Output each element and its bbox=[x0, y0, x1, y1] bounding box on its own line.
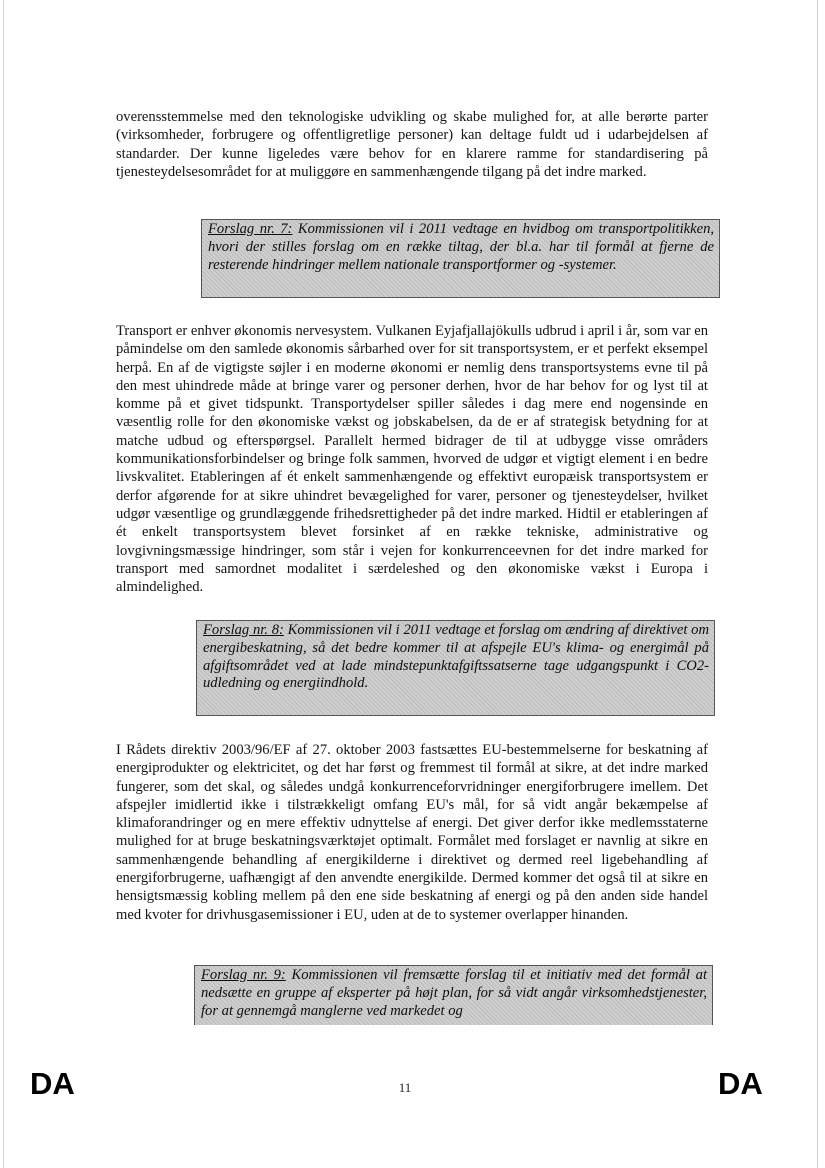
scan-edge-left bbox=[3, 0, 4, 1168]
proposal-label: Forslag nr. 7: bbox=[208, 221, 293, 237]
proposal-text: Kommissionen vil i 2011 vedtage en hvidbog om transportpolitikken, hvori der stilles forslag om en række tiltag, der bl.a. har til formål at fjerne de resterende hindringer mellem nationale transportformer og -systemer. bbox=[208, 221, 715, 273]
proposal-text: Kommissionen vil fremsætte forslag til et initiativ med det formål at nedsætte en gruppe af eksperter på højt plan, for så vidt angår virksomhedstjenester, for at gennemgå manglerne ved markedet og bbox=[201, 967, 707, 1019]
proposal-text: Kommissionen vil i 2011 vedtage et forslag om ændring af direktivet om energibeskatning, så det bedre kommer til at afspejle EU's klima- og energimål på afgiftsområdet ved at lade mindstepunktafgiftssatserne tage udgangspunkt i CO2-udledning og energiindhold. bbox=[203, 622, 709, 692]
page-number: 11 bbox=[398, 1080, 412, 1095]
proposal-box-8 bbox=[196, 620, 715, 716]
proposal-box-9 bbox=[194, 965, 713, 1025]
proposal-box-7 bbox=[201, 219, 720, 298]
paragraph-transport: Transport er enhver økonomis nervesystem. Vulkanen Eyjafjallajökulls udbrud i april i år, som var en påmindelse om den samlede økonomis sårbarhed over for sit transportsystem, er et perfekt eksempel herpå. En af de vigtigste søjler i en moderne økonomi er nemlig dens transportsystems evne til på den mest uhindrede måde at bringe varer og personer derhen, hvor de har behov for og lyst til at komme på et givet tidspunkt. Transportydelser spiller således i dag mere end nogensinde en væsentlig rolle for den økonomiske vækst og jobskabelsen, da de er af strategisk betydning for at matche udbud og efterspørgsel. Parallelt hermed bidrager de til at udbygge visse områders kommunikationsforbindelser og bringe folk sammen, hvorved de udgør et vigtigt element i en bedre livskvalitet. Etableringen af ét enkelt sammenhængende og effektivt europæisk transportsystem er derfor afgørende for at sikre uhindret bevægelighed for varer, personer og tjenesteydelser, hvilket udgør væsentlige og grundlæggende frihedsrettigheder på det indre marked. Hidtil er etableringen af ét enkelt transportsystem blevet forsinket af en række tekniske, administrative og lovgivningsmæssige hindringer, som står i vejen for konkurrenceevnen for det indre marked for transport med samordnet modalitet i særdeleshed og den økonomiske vækst i Europa i almindelighed. bbox=[116, 323, 708, 596]
paragraph-energy-tax: I Rådets direktiv 2003/96/EF af 27. oktober 2003 fastsættes EU-bestemmelserne for beskatning af energiprodukter og elektricitet, og det har først og fremmest til formål at sikre, at det indre marked fungerer, som det skal, og således undgå konkurrenceforvridninger energiforbrugere imellem. Det afspejler imidlertid ikke i tilstrækkeligt omfang EU's mål, for så vidt angår bekæmpelse af klimaforandringer og en mere effektiv udnyttelse af energi. Det giver derfor ikke medlemsstaterne mulighed for at bruge beskatningsværktøjet optimalt. Formålet med forslaget er navnlig at sikre en sammenhængende behandling af energikilderne i direktivet og dermed reel ligebehandling af energiforbrugerne, uafhængigt af den anvendte energikilde. Dermed kommer det også til at sikre en hensigtsmæssig kobling mellem på den ene side beskatning af energi og på den anden side handel med kvoter for drivhusgasemissioner i EU, uden at de to systemer overlapper hinanden. bbox=[116, 742, 708, 923]
paragraph-standardisation: overensstemmelse med den teknologiske udvikling og skabe mulighed for, at alle berørte parter (virksomheder, forbrugere og offentligretlige personer) kan deltage fuldt ud i udarbejdelsen af standarder. Der kunne ligeledes være behov for en klarere ramme for standardisering på tjenesteydelsesområdet for at muliggøre en sammenhængende tilgang på det indre marked. bbox=[116, 109, 708, 180]
footer-language-code-left: DA bbox=[30, 1066, 75, 1101]
footer-language-code-right: DA bbox=[718, 1066, 763, 1101]
proposal-label: Forslag nr. 9: bbox=[201, 967, 286, 983]
scan-edge-right bbox=[817, 0, 818, 1168]
proposal-label: Forslag nr. 8: bbox=[203, 622, 284, 638]
